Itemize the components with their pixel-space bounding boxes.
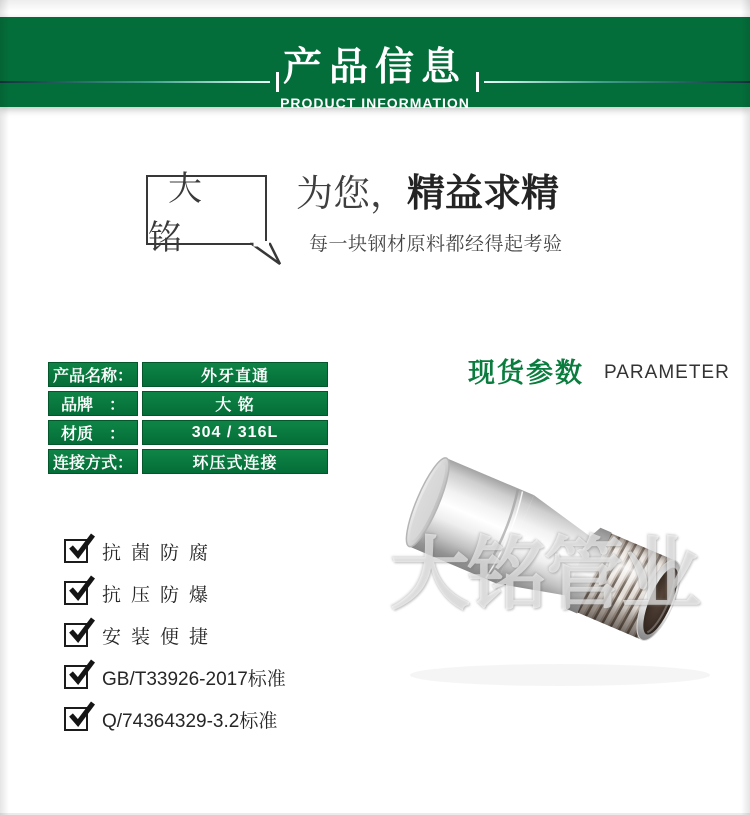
- spec-label: 材质 ：: [48, 420, 138, 445]
- banner-tick-right: [476, 72, 479, 92]
- feature-text: 抗压防爆: [102, 584, 219, 606]
- parameter-heading: [468, 359, 730, 389]
- brand-bubble: [146, 170, 267, 257]
- check-mark-icon: [66, 574, 96, 604]
- parameter-heading-en: PARAMETER: [604, 362, 730, 383]
- feature-text: Q/74364329-3.2标准: [102, 710, 278, 732]
- feature-text: GB/T33926-2017标准: [102, 668, 286, 690]
- spec-row-product-name: [48, 362, 328, 387]
- feature-item: [64, 665, 286, 689]
- feature-text: 安装便捷: [102, 626, 219, 648]
- slogan-prefix: 为您，: [296, 173, 407, 214]
- spec-row-brand: [48, 391, 328, 416]
- spec-value: 环压式连接: [142, 449, 328, 474]
- bubble-tail: [250, 241, 284, 267]
- spec-table: [48, 362, 328, 478]
- feature-text: 抗菌防腐: [102, 542, 219, 564]
- slogan-emphasis: 精益求精: [407, 173, 560, 215]
- check-mark-icon: [66, 700, 96, 730]
- spec-row-connection: [48, 449, 328, 474]
- slogan-subtext: 每一块钢材原料都经得起考验: [309, 234, 563, 255]
- brand-name: 大铭: [148, 170, 222, 257]
- feature-item: [64, 539, 286, 563]
- parameter-heading-cn: 现货参数: [468, 358, 584, 388]
- checkbox-icon: [64, 539, 88, 563]
- checkbox-icon: [64, 581, 88, 605]
- spec-value: 304 / 316L: [142, 420, 328, 445]
- spec-value: 大 铭: [142, 391, 328, 416]
- page-edge-shade-left: [0, 0, 9, 815]
- feature-item: [64, 707, 286, 731]
- slogan: [296, 172, 559, 218]
- banner-divider-right: [484, 81, 750, 83]
- check-mark-icon: [66, 532, 96, 562]
- checkbox-icon: [64, 665, 88, 689]
- checkbox-icon: [64, 707, 88, 731]
- banner-title: 产品信息: [282, 46, 467, 89]
- spec-label: 连接方式：: [48, 449, 138, 474]
- features-list: [64, 539, 286, 749]
- product-info-banner: [0, 17, 750, 111]
- brand-watermark: 大铭管业: [390, 530, 698, 619]
- spec-value: 外牙直通: [142, 362, 328, 387]
- spec-label: 产品名称：: [48, 362, 138, 387]
- spec-label: 品牌 ：: [48, 391, 138, 416]
- page-edge-shade-top: [0, 0, 750, 12]
- feature-item: [64, 581, 286, 605]
- check-mark-icon: [66, 658, 96, 688]
- banner-subtitle: PRODUCT INFORMATION: [280, 95, 470, 111]
- spec-row-material: [48, 420, 328, 445]
- feature-item: [64, 623, 286, 647]
- checkbox-icon: [64, 623, 88, 647]
- check-mark-icon: [66, 616, 96, 646]
